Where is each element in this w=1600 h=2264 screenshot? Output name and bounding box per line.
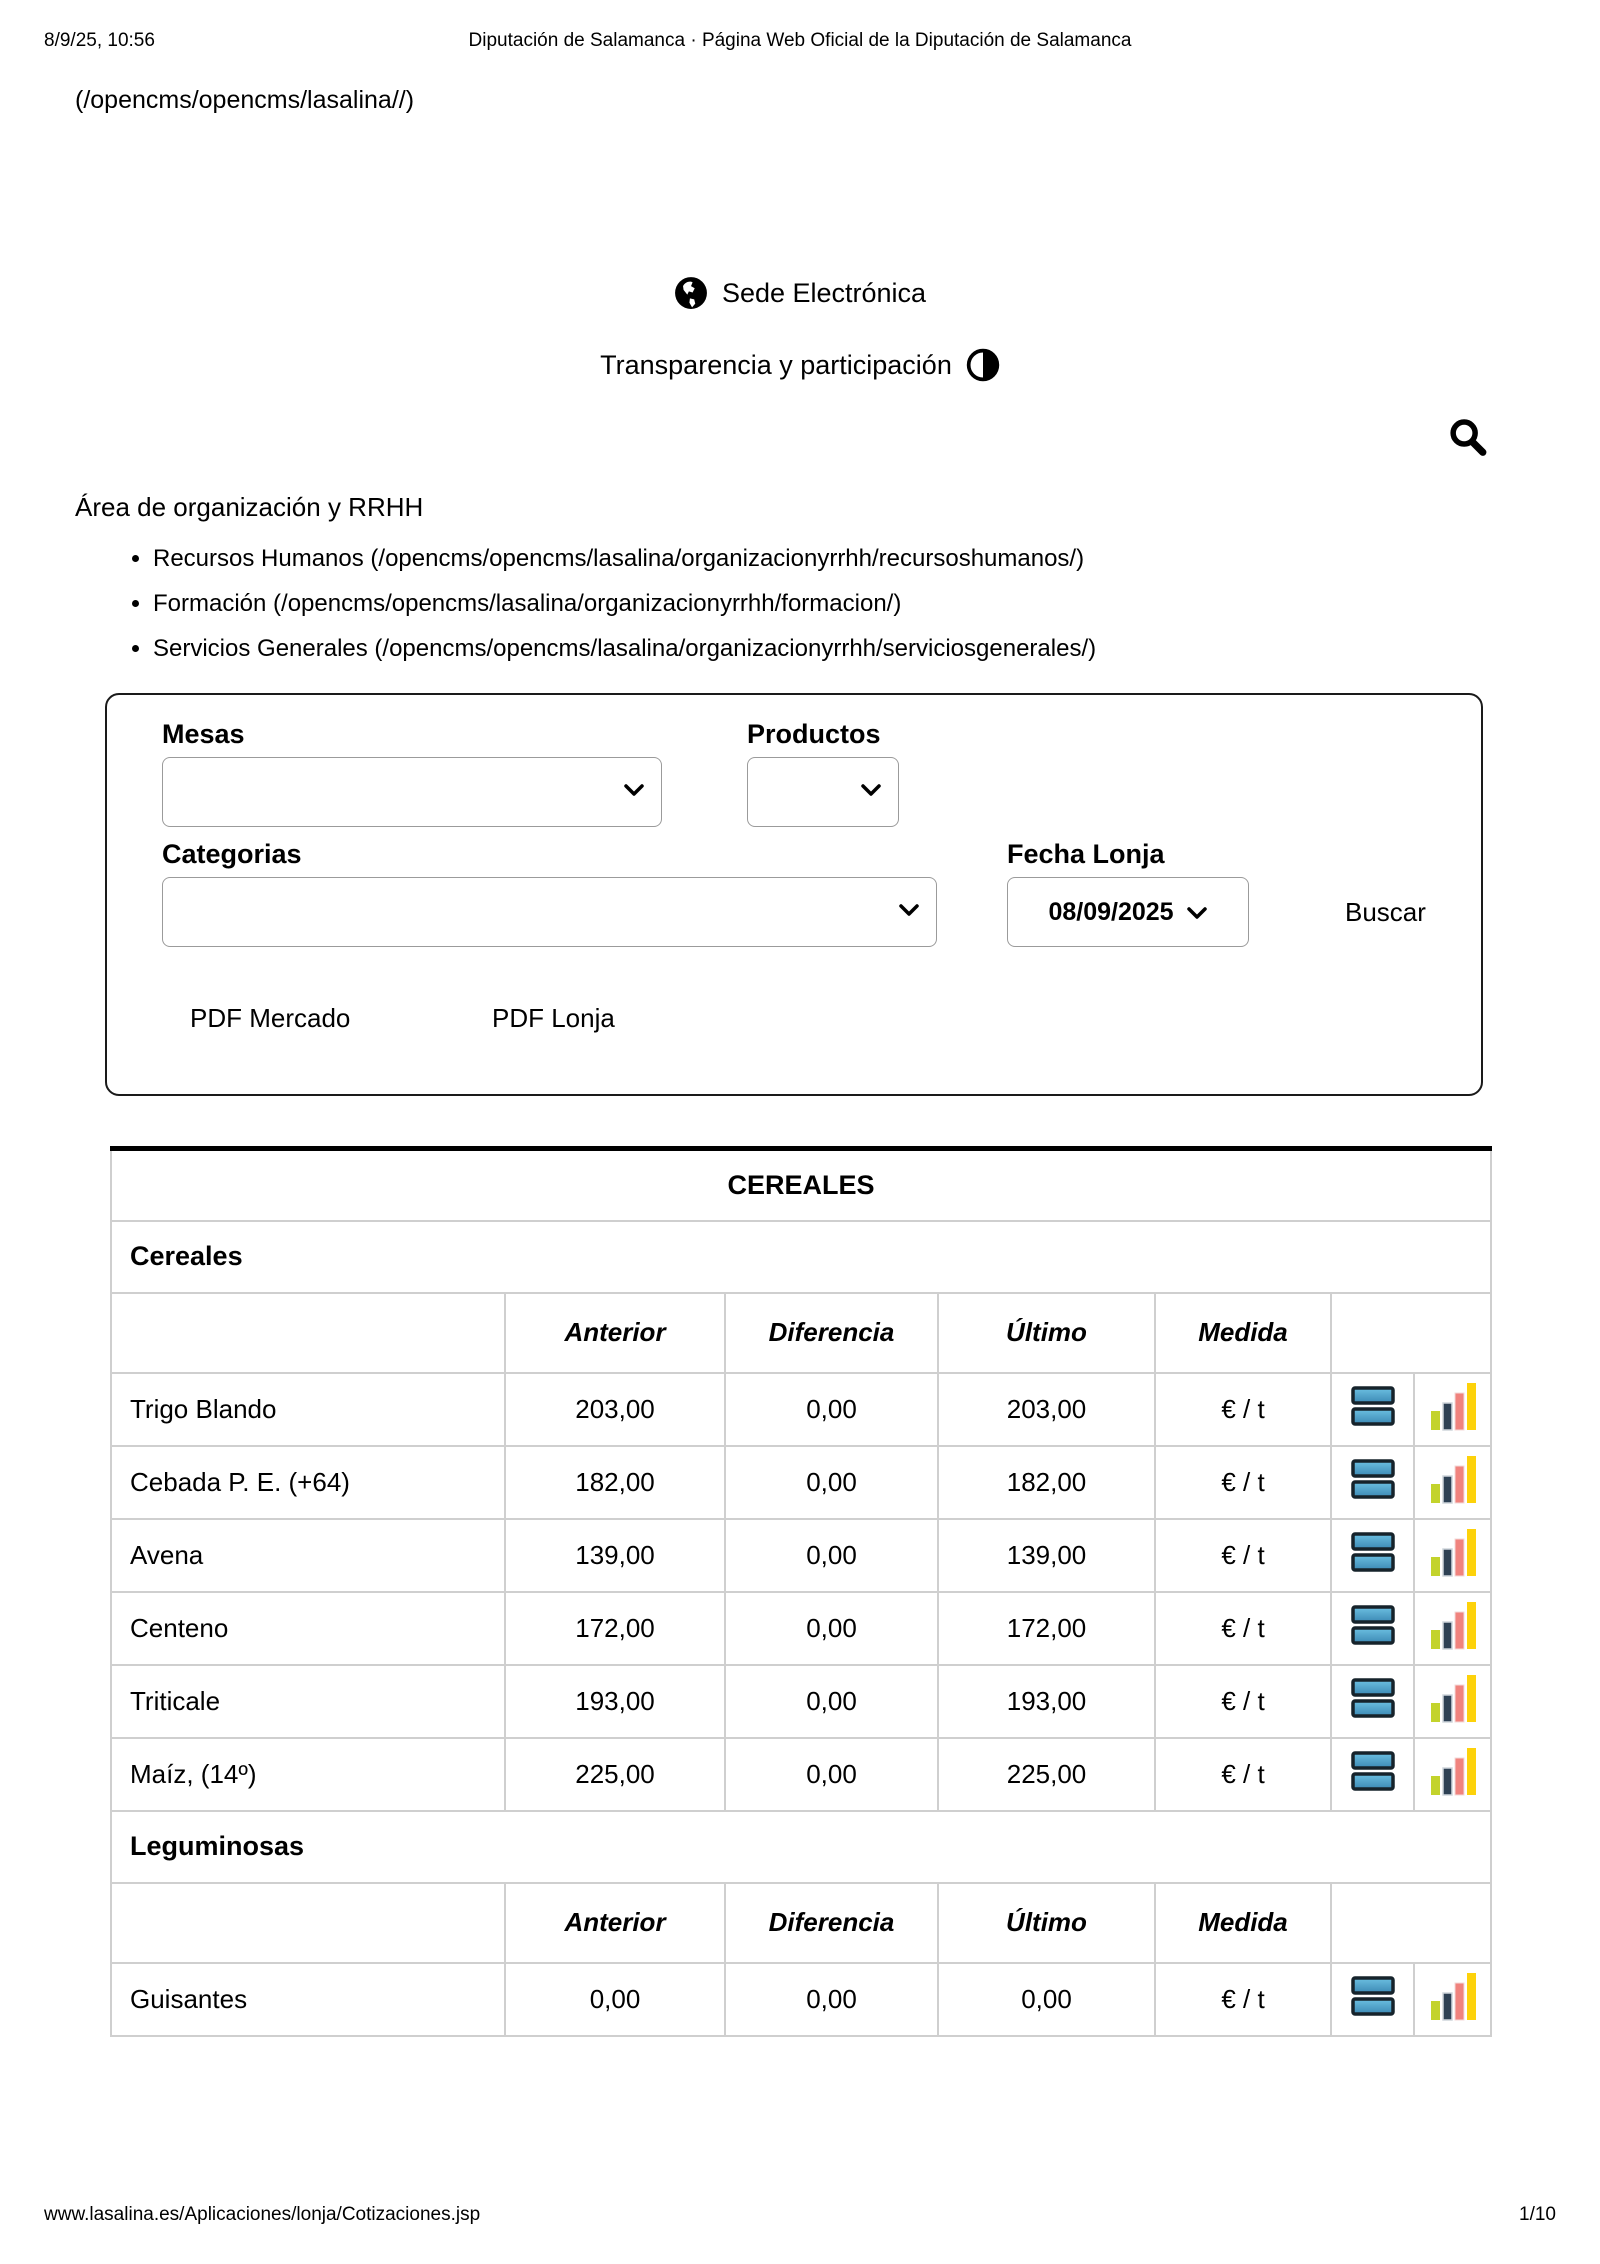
fecha-lonja-select[interactable] [1007, 877, 1249, 947]
column-header: Anterior [505, 1293, 725, 1373]
value-diferencia: 0,00 [725, 1963, 938, 2036]
unit-medida: € / t [1155, 1738, 1331, 1811]
nav-heading: Área de organización y RRHH [75, 492, 424, 522]
column-header: Anterior [505, 1883, 725, 1963]
value-diferencia: 0,00 [725, 1665, 938, 1738]
table-row [111, 1446, 1491, 1519]
table-icon [1350, 1458, 1396, 1500]
unit-medida: € / t [1155, 1592, 1331, 1665]
price-chart-button[interactable] [1428, 1745, 1478, 1797]
lonja-filter-form [105, 693, 1483, 1096]
table-row [111, 1963, 1491, 2036]
unit-medida: € / t [1155, 1373, 1331, 1446]
mesas-label: Mesas [162, 719, 245, 749]
history-table-button[interactable] [1350, 1975, 1396, 2017]
table-icon [1350, 1385, 1396, 1427]
bar-chart-icon [1428, 1745, 1478, 1797]
categorias-label: Categorias [162, 839, 302, 869]
table-icon [1350, 1677, 1396, 1719]
value-diferencia: 0,00 [725, 1446, 938, 1519]
price-chart-button[interactable] [1428, 1380, 1478, 1432]
fecha-lonja-value: 08/09/2025 [1048, 897, 1174, 926]
product-name: Maíz, (14º) [111, 1738, 505, 1811]
value-diferencia: 0,00 [725, 1519, 938, 1592]
bar-chart-icon [1428, 1672, 1478, 1724]
table-row [111, 1738, 1491, 1811]
chevron-down-icon [860, 783, 882, 797]
fecha-lonja-label: Fecha Lonja [1007, 839, 1165, 869]
nav-link[interactable]: • Servicios Generales (/opencms/opencms/lasalina/organizacionyrrhh/serviciosgenerales/) [153, 635, 1096, 663]
bar-chart-icon [1428, 1526, 1478, 1578]
column-header: Medida [1155, 1293, 1331, 1373]
value-anterior: 182,00 [505, 1446, 725, 1519]
table-row [111, 1519, 1491, 1592]
chevron-down-icon [623, 783, 645, 797]
transparencia-label: Transparencia y participación [600, 349, 952, 380]
product-name: Cebada P. E. (+64) [111, 1446, 505, 1519]
column-header: Diferencia [725, 1293, 938, 1373]
price-chart-button[interactable] [1428, 1672, 1478, 1724]
pdf-lonja-link[interactable]: PDF Lonja [492, 1003, 615, 1033]
price-chart-button[interactable] [1428, 1970, 1478, 2022]
value-anterior: 0,00 [505, 1963, 725, 2036]
column-header-empty [111, 1883, 505, 1963]
history-table-button[interactable] [1350, 1531, 1396, 1573]
price-chart-button[interactable] [1428, 1599, 1478, 1651]
value-ultimo: 182,00 [938, 1446, 1155, 1519]
value-diferencia: 0,00 [725, 1592, 938, 1665]
bar-chart-icon [1428, 1453, 1478, 1505]
value-anterior: 172,00 [505, 1592, 725, 1665]
unit-medida: € / t [1155, 1519, 1331, 1592]
section-name: Cereales [111, 1221, 1491, 1293]
table-icon [1350, 1750, 1396, 1792]
print-header-datetime: 8/9/25, 10:56 [44, 30, 155, 51]
column-header: Último [938, 1293, 1155, 1373]
value-ultimo: 225,00 [938, 1738, 1155, 1811]
table-icon [1350, 1531, 1396, 1573]
column-header: Medida [1155, 1883, 1331, 1963]
price-chart-button[interactable] [1428, 1526, 1478, 1578]
buscar-button[interactable]: Buscar [1345, 897, 1426, 927]
productos-label: Productos [747, 719, 881, 749]
history-table-button[interactable] [1350, 1677, 1396, 1719]
transparencia-link[interactable] [0, 348, 1600, 382]
value-ultimo: 203,00 [938, 1373, 1155, 1446]
value-ultimo: 139,00 [938, 1519, 1155, 1592]
search-button[interactable] [1446, 416, 1490, 460]
chevron-down-icon [898, 903, 920, 917]
product-name: Centeno [111, 1592, 505, 1665]
productos-select[interactable] [747, 757, 899, 827]
value-diferencia: 0,00 [725, 1373, 938, 1446]
product-name: Triticale [111, 1665, 505, 1738]
pdf-mercado-link[interactable]: PDF Mercado [190, 1003, 351, 1033]
print-header-title: Diputación de Salamanca · Página Web Oficial de la Diputación de Salamanca [468, 30, 1132, 51]
cotizaciones-table [110, 1146, 1492, 2037]
price-chart-button[interactable] [1428, 1453, 1478, 1505]
categorias-select[interactable] [162, 877, 937, 947]
table-row [111, 1592, 1491, 1665]
value-anterior: 225,00 [505, 1738, 725, 1811]
sede-electronica-label: Sede Electrónica [721, 277, 927, 308]
mesas-select[interactable] [162, 757, 662, 827]
bar-chart-icon [1428, 1380, 1478, 1432]
table-row [111, 1665, 1491, 1738]
nav-list [153, 545, 1096, 663]
org-nav [75, 492, 1096, 680]
nav-link[interactable]: • Recursos Humanos (/opencms/opencms/lasalina/organizacionyrrhh/recursoshumanos/) [153, 545, 1096, 573]
product-name: Guisantes [111, 1963, 505, 2036]
table-icon [1350, 1604, 1396, 1646]
unit-medida: € / t [1155, 1963, 1331, 2036]
bar-chart-icon [1428, 1970, 1478, 2022]
search-icon [1446, 416, 1490, 460]
history-table-button[interactable] [1350, 1750, 1396, 1792]
table-icon [1350, 1975, 1396, 2017]
history-table-button[interactable] [1350, 1385, 1396, 1427]
value-anterior: 139,00 [505, 1519, 725, 1592]
breadcrumb-link[interactable]: (/opencms/opencms/lasalina//) [75, 86, 415, 114]
history-table-button[interactable] [1350, 1604, 1396, 1646]
half-circle-icon [966, 348, 1000, 382]
nav-link[interactable]: • Formación (/opencms/opencms/lasalina/organizacionyrrhh/formacion/) [153, 590, 1096, 618]
section-name: Leguminosas [111, 1811, 1491, 1883]
column-header: Diferencia [725, 1883, 938, 1963]
product-name: Trigo Blando [111, 1373, 505, 1446]
value-diferencia: 0,00 [725, 1738, 938, 1811]
unit-medida: € / t [1155, 1665, 1331, 1738]
history-table-button[interactable] [1350, 1458, 1396, 1500]
value-ultimo: 172,00 [938, 1592, 1155, 1665]
chevron-down-icon [1186, 906, 1208, 920]
unit-medida: € / t [1155, 1446, 1331, 1519]
value-anterior: 193,00 [505, 1665, 725, 1738]
print-footer-page: 1/10 [1519, 2204, 1556, 2225]
table-row [111, 1373, 1491, 1446]
value-ultimo: 0,00 [938, 1963, 1155, 2036]
column-header: Último [938, 1883, 1155, 1963]
globe-icon [674, 276, 708, 310]
print-footer-url: www.lasalina.es/Aplicaciones/lonja/Cotizaciones.jsp [44, 2204, 481, 2225]
sede-electronica-link[interactable] [0, 276, 1600, 310]
column-header-empty [111, 1293, 505, 1373]
table-title: CEREALES [111, 1149, 1491, 1221]
bar-chart-icon [1428, 1599, 1478, 1651]
value-anterior: 203,00 [505, 1373, 725, 1446]
column-header-icons-empty [1331, 1293, 1491, 1373]
product-name: Avena [111, 1519, 505, 1592]
column-header-icons-empty [1331, 1883, 1491, 1963]
value-ultimo: 193,00 [938, 1665, 1155, 1738]
